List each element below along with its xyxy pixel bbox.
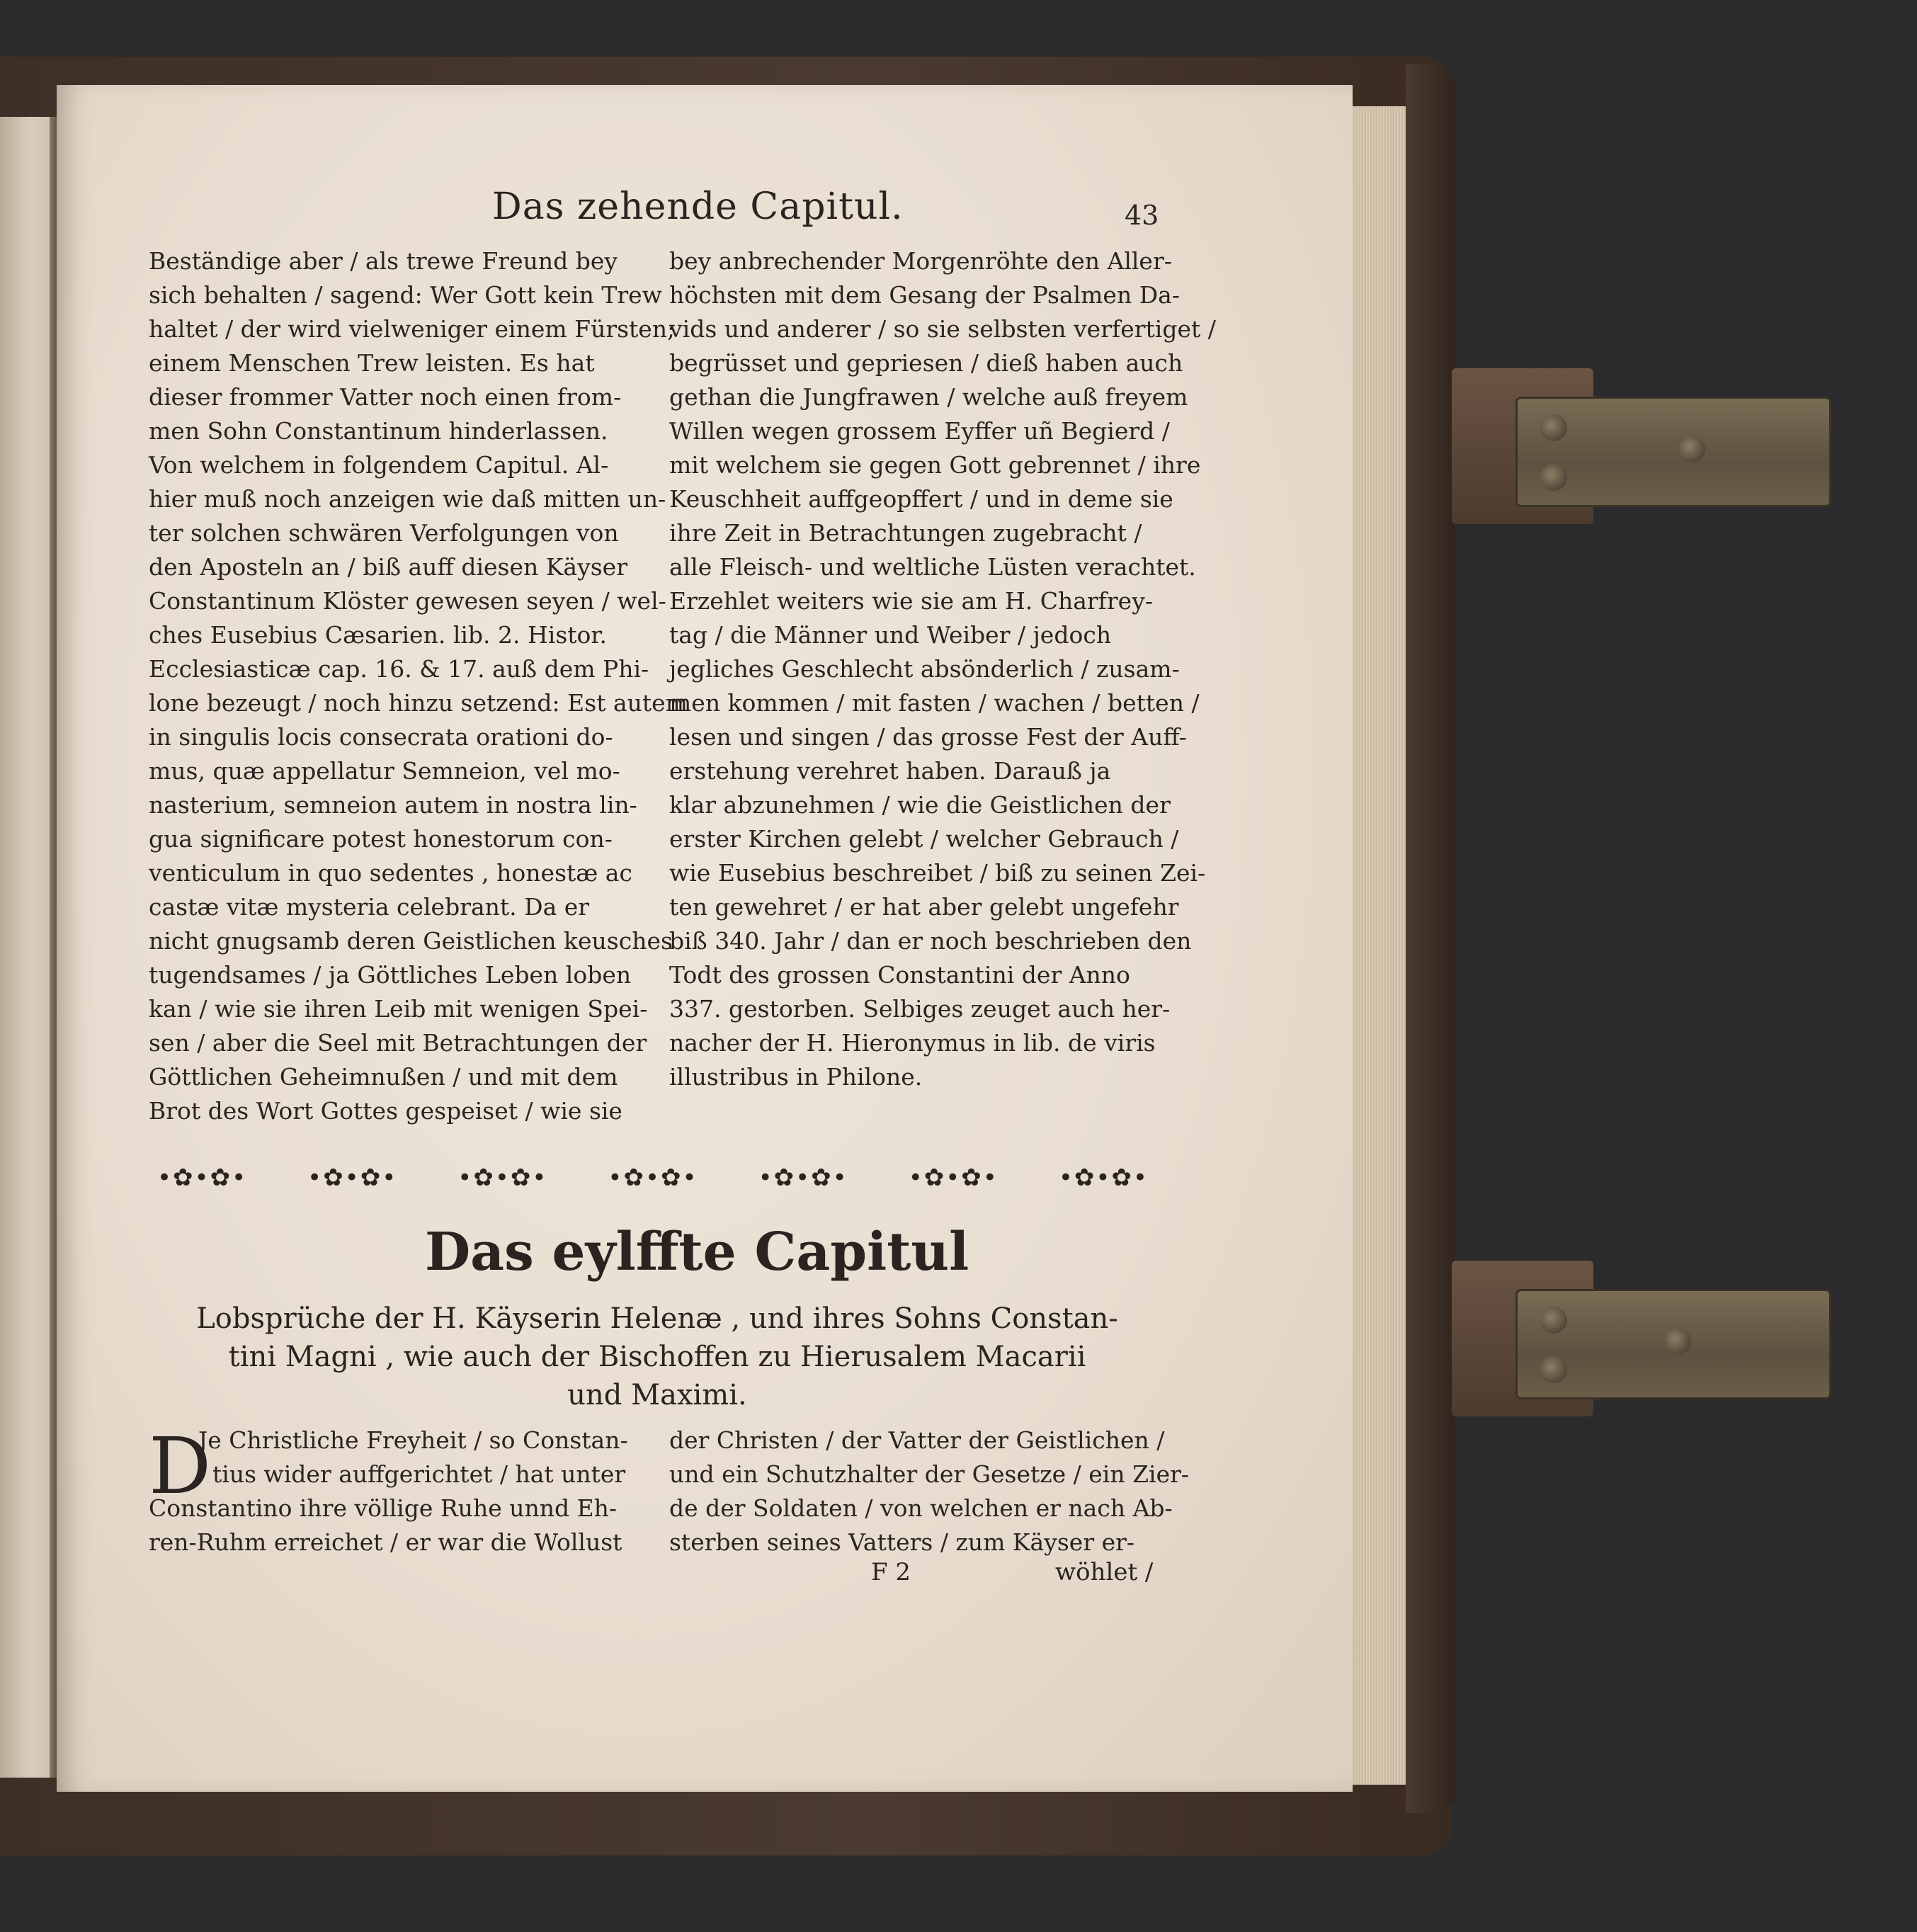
text-line: vids und anderer / so sie selbsten verfertiget / [669, 315, 1216, 343]
text-line: kan / wie sie ihren Leib mit wenigen Spei- [149, 995, 648, 1023]
rivet-icon [1678, 436, 1705, 462]
text-line: venticulum in quo sedentes , honestæ ac [149, 859, 632, 887]
text-line: mus, quæ appellatur Semneion, vel mo- [149, 757, 620, 785]
running-head: Das zehende Capitul. [492, 186, 904, 228]
summary-line: und Maximi. [567, 1379, 747, 1411]
text-line: bey anbrechender Morgenröhte den Aller- [669, 247, 1172, 275]
text-line: in singulis locis consecrata orationi do- [149, 723, 613, 751]
text-line: gua significare potest honestorum con- [149, 825, 613, 853]
chapter10-left-column [149, 244, 688, 1128]
text-line: Göttlichen Geheimnußen / und mit dem [149, 1063, 618, 1091]
rivet-icon [1540, 414, 1567, 441]
text-line: Willen wegen grossem Eyffer uñ Begierd / [669, 417, 1170, 445]
text-line: lone bezeugt / noch hinzu setzend: Est autem [149, 689, 688, 717]
text-line: ren-Ruhm erreichet / er war die Wollust [149, 1528, 622, 1556]
text-line: höchsten mit dem Gesang der Psalmen Da- [669, 281, 1180, 309]
chapter11-left-column [149, 1421, 637, 1559]
text-line: Erzehlet weiters wie sie am H. Charfrey- [669, 587, 1153, 615]
text-line: Beständige aber / als trewe Freund bey [149, 247, 618, 275]
ornament-unit: •✿•✿• [758, 1163, 848, 1192]
text-line: erstehung verehret haben. Darauß ja [669, 757, 1111, 785]
text-line: gethan die Jungfrawen / welche auß freyem [669, 383, 1188, 411]
page-number: 43 [1125, 200, 1159, 231]
text-line: Constantinum Klöster gewesen seyen / wel- [149, 587, 666, 615]
rivet-icon [1664, 1328, 1691, 1355]
text-line: sen / aber die Seel mit Betrachtungen der [149, 1029, 647, 1057]
book-fore-edge-cover [1406, 64, 1455, 1813]
text-line: wie Eusebius beschreibet / biß zu seinen Zei- [669, 859, 1206, 887]
ornament-unit: •✿•✿• [908, 1163, 999, 1192]
summary-line: tini Magni , wie auch der Bischoffen zu Hierusalem Macarii [228, 1341, 1086, 1373]
text-line: tag / die Männer und Weiber / jedoch [669, 621, 1112, 649]
lower-clasp [1452, 1261, 1870, 1416]
text-line: Keuschheit auffgeopffert / und in deme sie [669, 485, 1173, 513]
rivet-icon [1540, 1356, 1567, 1383]
summary-line: Lobsprüche der H. Käyserin Helenæ , und ihres Sohns Constan- [196, 1302, 1118, 1335]
text-line: ihre Zeit in Betrachtungen zugebracht / [669, 519, 1142, 547]
chapter10-right-column [669, 244, 1216, 1094]
text-line: mit welchem sie gegen Gott gebrennet / ihre [669, 451, 1201, 479]
clasp-metal-plate [1515, 397, 1831, 507]
text-line: Todt des grossen Constantini der Anno [669, 961, 1130, 989]
signature-mark: F 2 [871, 1558, 911, 1586]
ornament-unit: •✿•✿• [157, 1163, 248, 1192]
text-line: illustribus in Philone. [669, 1063, 923, 1091]
ornament-unit: •✿•✿• [457, 1163, 548, 1192]
upper-clasp [1452, 368, 1870, 524]
text-line: begrüsset und gepriesen / dieß haben auch [669, 349, 1183, 377]
ornament-unit: •✿•✿• [608, 1163, 698, 1192]
ornamental-divider [157, 1158, 1149, 1197]
chapter-title: Das eylffte Capitul [425, 1222, 969, 1283]
ornament-unit: •✿•✿• [1058, 1163, 1149, 1192]
text-line: nasterium, semneion autem in nostra lin- [149, 791, 637, 819]
drop-capital: D [149, 1421, 212, 1511]
text-line: den Aposteln an / biß auff diesen Käyser [149, 553, 627, 581]
text-line: erster Kirchen gelebt / welcher Gebrauch / [669, 825, 1179, 853]
text-line: lesen und singen / das grosse Fest der Auff- [669, 723, 1187, 751]
text-line: Ecclesiasticæ cap. 16. & 17. auß dem Phi- [149, 655, 649, 683]
rivet-icon [1540, 464, 1567, 491]
text-line: de der Soldaten / von welchen er nach Ab- [669, 1494, 1173, 1522]
left-page-sliver [0, 117, 50, 1778]
text-line: klar abzunehmen / wie die Geistlichen der [669, 791, 1171, 819]
text-line: nacher der H. Hieronymus in lib. de viris [669, 1029, 1156, 1057]
text-line: castæ vitæ mysteria celebrant. Da er [149, 893, 590, 921]
text-line: jegliches Geschlecht absönderlich / zusam- [669, 655, 1180, 683]
text-line: men kommen / mit fasten / wachen / betten / [669, 689, 1200, 717]
text-line: der Christen / der Vatter der Geistlichen / [669, 1426, 1165, 1454]
rivet-icon [1540, 1307, 1567, 1334]
text-line: sich behalten / sagend: Wer Gott kein Trew [149, 281, 662, 309]
text-line: nicht gnugsamb deren Geistlichen keusches [149, 927, 673, 955]
text-line: men Sohn Constantinum hinderlassen. [149, 417, 608, 445]
page-block-edge [1353, 106, 1406, 1785]
text-line: sterben seines Vatters / zum Käyser er- [669, 1528, 1135, 1556]
text-line: dieser frommer Vatter noch einen from- [149, 383, 622, 411]
text-line: biß 340. Jahr / dan er noch beschrieben den [669, 927, 1192, 955]
text-line: Je Christliche Freyheit / so Constan- [198, 1426, 628, 1454]
text-line: hier muß noch anzeigen wie daß mitten un- [149, 485, 666, 513]
text-line: tius wider auffgerichtet / hat unter [212, 1460, 626, 1488]
text-line: Brot des Wort Gottes gespeiset / wie sie [149, 1097, 622, 1125]
chapter11-right-column [669, 1424, 1190, 1559]
ornament-unit: •✿•✿• [307, 1163, 398, 1192]
text-line: und ein Schutzhalter der Gesetze / ein Zier- [669, 1460, 1190, 1488]
text-line: alle Fleisch- und weltliche Lüsten verachtet. [669, 553, 1196, 581]
text-line: einem Menschen Trew leisten. Es hat [149, 349, 595, 377]
text-line: ter solchen schwären Verfolgungen von [149, 519, 619, 547]
text-line: 337. gestorben. Selbiges zeuget auch her- [669, 995, 1171, 1023]
text-line: Von welchem in folgendem Capitul. Al- [149, 451, 609, 479]
text-line: tugendsames / ja Göttliches Leben loben [149, 961, 632, 989]
chapter-summary [154, 1300, 1160, 1414]
text-line: ten gewehret / er hat aber gelebt ungefehr [669, 893, 1179, 921]
text-line: Constantino ihre völlige Ruhe unnd Eh- [149, 1494, 618, 1522]
text-line: haltet / der wird vielweniger einem Fürsten; [149, 315, 676, 343]
catchword: wöhlet / [1055, 1558, 1154, 1586]
text-line: ches Eusebius Cæsarien. lib. 2. Histor. [149, 621, 608, 649]
